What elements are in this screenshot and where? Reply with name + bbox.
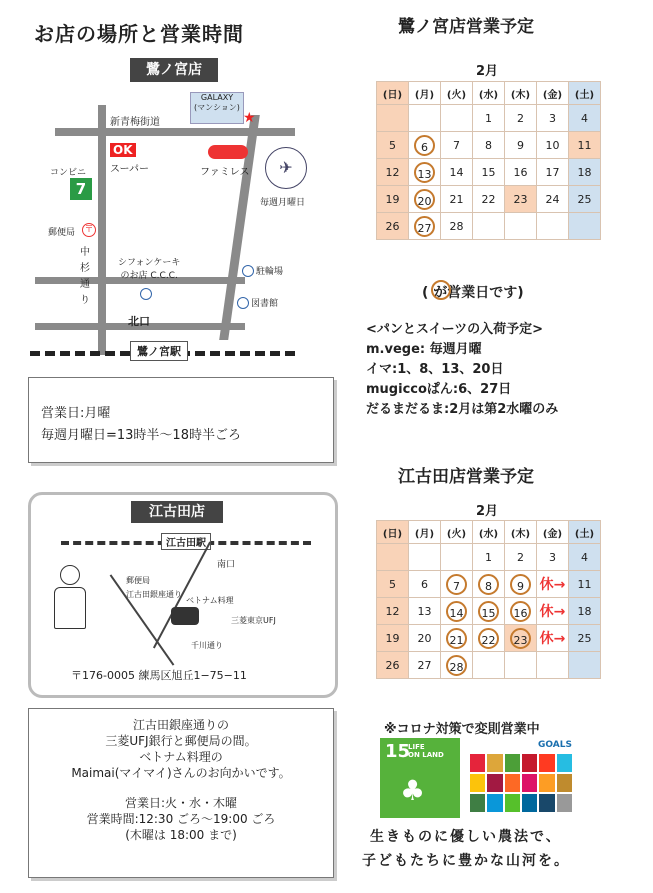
ekoda-senkawa: 千川通り (191, 641, 223, 650)
sdg-goals-icon: GOALS (470, 740, 572, 818)
rest-mark: 休→ (539, 631, 566, 647)
day-header: (木) (505, 82, 537, 105)
calendar-day: 11 (569, 132, 601, 159)
slogan-1: 生きものに優しい農法で、 (370, 829, 562, 845)
arrival-item: イマ:1、8、13、20日 (366, 362, 504, 377)
swallow-icon: ✈ (265, 147, 307, 189)
corona-notice: ※コロナ対策で変則営業中 (384, 722, 540, 737)
calendar-day: 25 (569, 186, 601, 213)
south-exit: 南口 (217, 560, 236, 570)
calendar-day: 17 (537, 159, 569, 186)
calendar-day (441, 105, 473, 132)
calendar-day (537, 652, 569, 679)
calendar-day: 11 (569, 571, 601, 598)
calendar-day: 28 (441, 213, 473, 240)
calendar-day (505, 571, 537, 598)
ekoda-vietnam: ベトナム料理 (186, 596, 234, 605)
calendar-day (441, 652, 473, 679)
arrival-item: m.vege: 毎週月曜 (366, 342, 482, 357)
arrival-item: だるまだるま:2月は第2水曜のみ (366, 402, 559, 417)
calendar-day (473, 598, 505, 625)
mark-label: 毎週月曜日 (260, 198, 306, 208)
calendar-day: 25 (569, 625, 601, 652)
calendar-day: 9 (505, 132, 537, 159)
calendar-day: 14 (441, 159, 473, 186)
sagi-legend: ( が営業日です) (422, 282, 524, 302)
conv-label: コンビニ (50, 168, 87, 178)
calendar-day (505, 213, 537, 240)
calendar-day: 10 (537, 132, 569, 159)
day-header: (月) (409, 521, 441, 544)
sdg15-icon: 15 LIFE ON LAND ♣ (380, 738, 460, 818)
naka-label: 中 杉 通 り (80, 247, 90, 306)
ekoda-days: 営業日:火・水・木曜 (124, 796, 238, 810)
ekoda-map (28, 492, 338, 698)
ekoda-calendar-title: 江古田店営業予定 (398, 467, 534, 487)
calendar-day (473, 625, 505, 652)
day-header: (日) (377, 82, 409, 105)
shop-icon (171, 607, 199, 625)
ok-logo: OK (110, 143, 136, 157)
calendar-day: 12 (377, 159, 409, 186)
open-day-circle: 20 (414, 189, 435, 210)
calendar-day (441, 598, 473, 625)
calendar-day: 18 (569, 598, 601, 625)
ekoda-store-label: 江古田店 (131, 501, 223, 523)
open-day-circle: 15 (478, 601, 499, 622)
ekoda-desc-4: Maimai(マイマイ)さんのお向かいです。 (71, 766, 291, 780)
road-label: 新青梅街道 (110, 117, 160, 128)
calendar-day: 13 (409, 598, 441, 625)
rest-mark: 休→ (539, 604, 566, 620)
calendar-day: 24 (537, 186, 569, 213)
sagi-info-box (28, 377, 334, 463)
open-day-circle: 28 (446, 655, 467, 676)
station-label: 鷺ノ宮駅 (130, 341, 188, 361)
calendar-day (473, 213, 505, 240)
calendar-day: 3 (537, 105, 569, 132)
sagi-calendar (376, 81, 601, 240)
sagi-business-day: 営業日:月曜 (41, 406, 111, 421)
ekoda-desc-3: ベトナム料理の (139, 750, 223, 764)
ekoda-thu-hours: (木曜は 18:00 まで) (125, 828, 237, 842)
sagi-map (30, 55, 330, 365)
calendar-day: 18 (569, 159, 601, 186)
calendar-day (505, 625, 537, 652)
calendar-day (537, 213, 569, 240)
ekoda-address: 〒176-0005 練馬区旭丘1−75−11 (71, 669, 247, 682)
famires-logo (208, 145, 248, 159)
open-day-circle: 6 (414, 135, 435, 156)
post-label: 郵便局 (48, 228, 76, 238)
calendar-day: 12 (377, 598, 409, 625)
seven-icon: 7 (70, 178, 92, 200)
ekoda-calendar (376, 520, 601, 679)
calendar-day (441, 544, 473, 571)
north-exit: 北口 (128, 315, 150, 328)
day-header: (火) (441, 82, 473, 105)
calendar-day (537, 598, 569, 625)
sagi-business-hours: 毎週月曜日=13時半〜18時半ごろ (41, 428, 241, 443)
calendar-day (569, 213, 601, 240)
farmer-icon (53, 565, 87, 635)
post-icon: 〒 (82, 223, 96, 237)
calendar-day: 23 (505, 186, 537, 213)
famires-label: ファミレス (200, 167, 250, 178)
calendar-day (441, 625, 473, 652)
open-day-circle: 9 (510, 574, 531, 595)
slogan-2: 子どもたちに豊かな山河を。 (362, 853, 570, 869)
day-header: (金) (537, 82, 569, 105)
calendar-day: 22 (473, 186, 505, 213)
calendar-day: 19 (377, 625, 409, 652)
calendar-day: 6 (409, 571, 441, 598)
calendar-day (569, 652, 601, 679)
calendar-day (473, 652, 505, 679)
shop-circle (140, 288, 152, 300)
calendar-day (377, 105, 409, 132)
ok-label: スーパー (110, 164, 149, 175)
open-day-circle: 7 (446, 574, 467, 595)
page-title: お店の場所と営業時間 (34, 22, 244, 46)
open-day-circle: 22 (478, 628, 499, 649)
calendar-day (409, 159, 441, 186)
ekoda-hours: 営業時間:12:30 ごろ〜19:00 ごろ (86, 812, 276, 826)
rest-mark: 休→ (539, 577, 566, 593)
calendar-day (409, 544, 441, 571)
day-header: (火) (441, 521, 473, 544)
ekoda-desc-1: 江古田銀座通りの (132, 718, 229, 732)
calendar-day: 4 (569, 105, 601, 132)
calendar-day: 15 (473, 159, 505, 186)
open-day-circle: 23 (510, 628, 531, 649)
calendar-day (409, 132, 441, 159)
day-header: (土) (569, 82, 601, 105)
star-icon: ★ (243, 110, 256, 126)
calendar-day (537, 571, 569, 598)
day-header: (月) (409, 82, 441, 105)
ekoda-month: 2月 (476, 504, 499, 519)
sagi-calendar-title: 鷺ノ宮店営業予定 (398, 17, 534, 37)
calendar-day: 21 (441, 186, 473, 213)
calendar-day: 26 (377, 652, 409, 679)
open-day-circle: 8 (478, 574, 499, 595)
calendar-day (441, 571, 473, 598)
day-header: (水) (473, 82, 505, 105)
ekoda-info-box (28, 708, 334, 878)
chiffon-label: シフォンケーキ のお店 C.C.C. (118, 258, 181, 281)
calendar-day: 5 (377, 571, 409, 598)
calendar-day (409, 105, 441, 132)
calendar-day: 27 (409, 652, 441, 679)
arrival-item: mugiccoぱん:6、27日 (366, 382, 512, 397)
calendar-day: 16 (505, 159, 537, 186)
ekoda-ginza: 江古田銀座通り (126, 590, 182, 599)
ekoda-ufj: 三菱東京UFJ (231, 616, 276, 625)
calendar-day: 8 (473, 132, 505, 159)
calendar-day (537, 625, 569, 652)
calendar-day: 3 (537, 544, 569, 571)
day-header: (日) (377, 521, 409, 544)
calendar-day: 2 (505, 105, 537, 132)
arrivals-title: <パンとスイーツの入荷予定> (366, 322, 544, 337)
calendar-day: 2 (505, 544, 537, 571)
day-header: (金) (537, 521, 569, 544)
legend-circle-icon (431, 280, 451, 300)
galaxy-mansion: GALAXY (マンション) (190, 92, 244, 124)
ekoda-desc-2: 三菱UFJ銀行と郵便局の間。 (105, 734, 257, 748)
open-day-circle: 21 (446, 628, 467, 649)
library-label: 図書館 (251, 299, 279, 309)
calendar-day: 20 (409, 625, 441, 652)
ekoda-station: 江古田駅 (161, 533, 211, 550)
open-day-circle: 13 (414, 162, 435, 183)
calendar-day (505, 652, 537, 679)
open-day-circle: 16 (510, 601, 531, 622)
calendar-day: 19 (377, 186, 409, 213)
calendar-day: 5 (377, 132, 409, 159)
sagi-month: 2月 (476, 64, 499, 79)
calendar-day: 1 (473, 544, 505, 571)
parking-label: 駐輪場 (256, 267, 284, 277)
calendar-day (473, 571, 505, 598)
ekoda-post: 郵便局 (126, 576, 150, 585)
calendar-day: 1 (473, 105, 505, 132)
calendar-day (409, 213, 441, 240)
day-header: (木) (505, 521, 537, 544)
calendar-day: 4 (569, 544, 601, 571)
open-day-circle: 27 (414, 216, 435, 237)
calendar-day (505, 598, 537, 625)
day-header: (水) (473, 521, 505, 544)
open-day-circle: 14 (446, 601, 467, 622)
calendar-day: 26 (377, 213, 409, 240)
calendar-day (409, 186, 441, 213)
arrivals (366, 320, 558, 420)
calendar-day: 7 (441, 132, 473, 159)
sagi-store-label: 鷺ノ宮店 (130, 58, 218, 82)
calendar-day (377, 544, 409, 571)
day-header: (土) (569, 521, 601, 544)
